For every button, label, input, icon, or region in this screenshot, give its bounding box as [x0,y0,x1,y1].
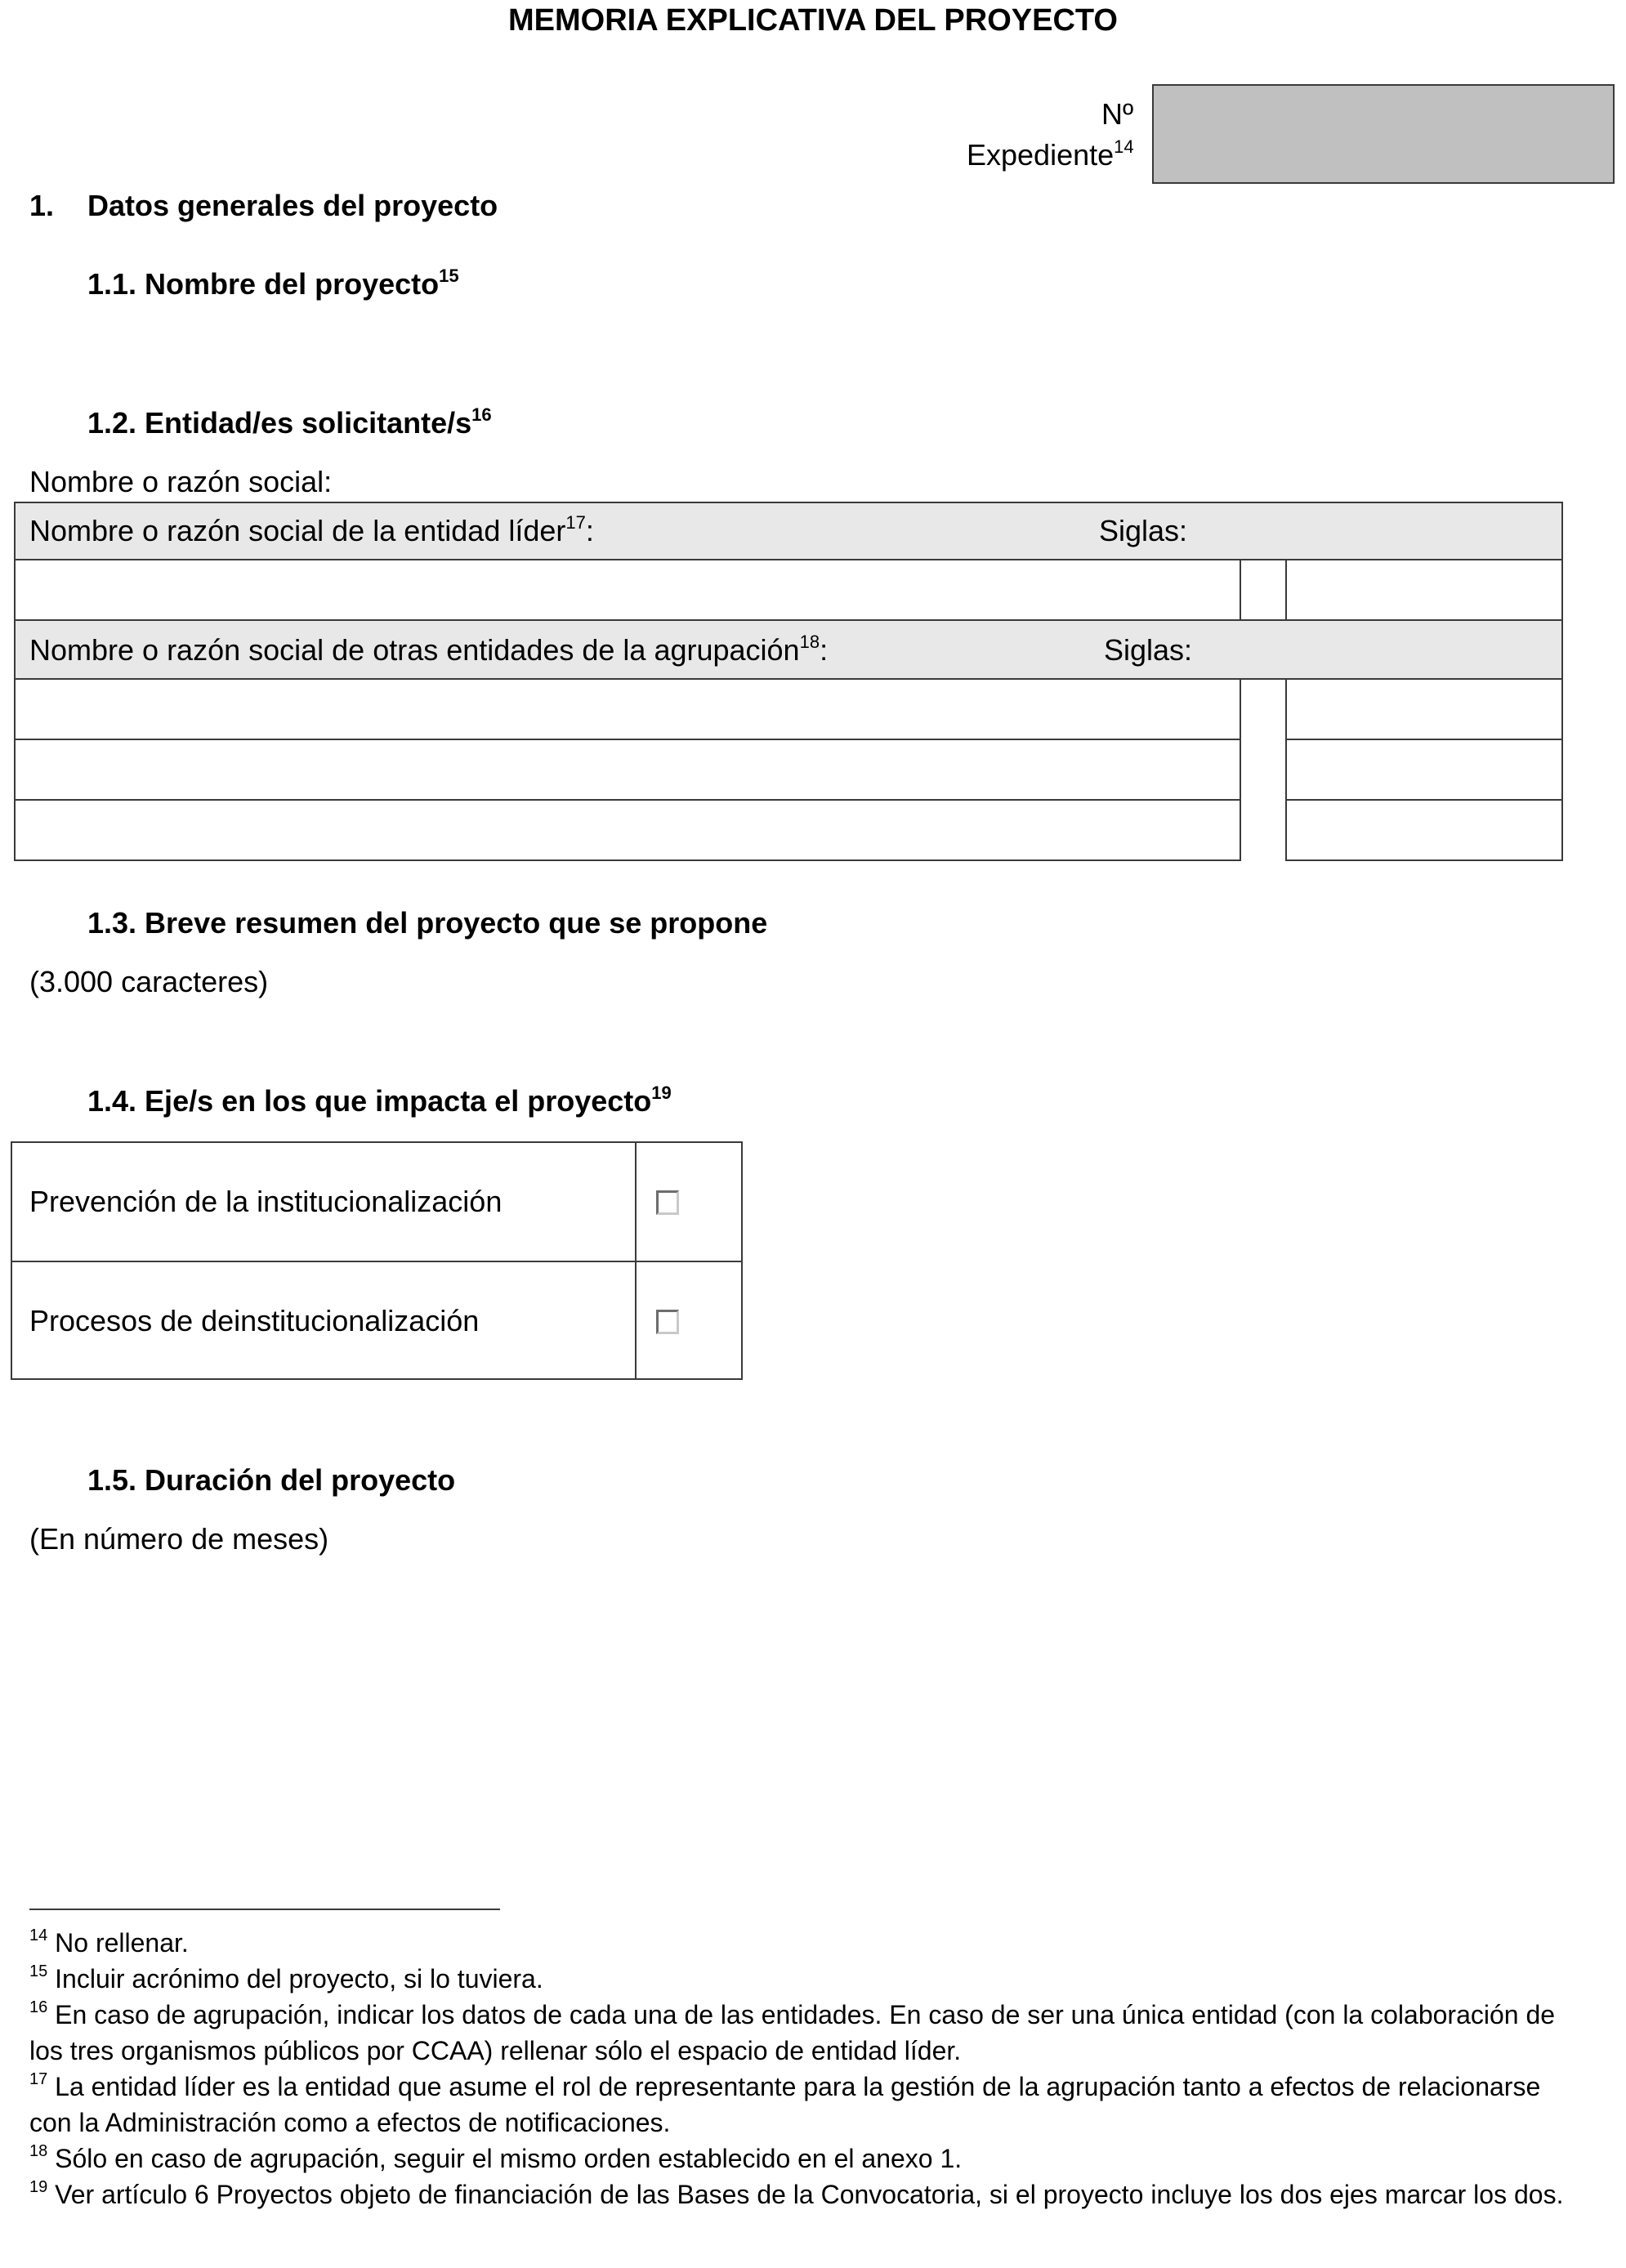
other-siglas-input-3[interactable] [1285,799,1563,861]
axis-option-label: Procesos de deinstitucionalización [29,1304,480,1337]
footnote-16-cont: los tres organismos públicos por CCAA) rellenar sólo el espacio de entidad líder. [29,2036,962,2065]
other-name-input-2[interactable] [14,739,1241,801]
expediente-label: Expediente$^{14}$ [967,136,1134,172]
axis-option-label: Prevención de la institucionalización [29,1185,503,1218]
section-1-title: Datos generales del proyecto [87,189,498,222]
lead-name-input[interactable] [14,559,1241,621]
footnote-17-cont: con la Administración como a efectos de notificaciones. [29,2108,671,2137]
expediente-no-label: Nº [1101,97,1134,131]
summary-char-limit: (3.000 caracteres) [29,965,269,998]
lead-entity-label: Nombre o razón social de la entidad líder$^{17}$: [29,512,594,547]
section-1-4-title: 1.4. Eje/s en los que impacta el proyecto$^{19}$ [87,1083,672,1118]
lead-siglas-label: Siglas: [1099,514,1188,547]
axis-row-2-check-cell [635,1261,743,1380]
axis-checkbox-deinstitutionalization[interactable] [656,1310,679,1334]
section-1-5-title: 1.5. Duración del proyecto [87,1463,456,1497]
other-name-input-3[interactable] [14,799,1241,861]
expediente-number-field[interactable] [1152,84,1615,184]
other-siglas-input-1[interactable] [1285,678,1563,740]
footnote-18: $^{18}$ Sólo en caso de agrupación, seguir el mismo orden establecido en el anexo 1. [29,2142,963,2173]
entity-name-label: Nombre o razón social: [29,465,333,498]
axis-checkbox-prevention[interactable] [656,1190,679,1215]
entities-table [14,502,1563,864]
section-1-number: 1. [29,189,55,222]
footnote-15: $^{15}$ Incluir acrónimo del proyecto, si lo tuviera. [29,1962,543,1993]
lead-siglas-input[interactable] [1285,559,1563,621]
footnote-14: $^{14}$ No rellenar. [29,1926,189,1958]
document-title: MEMORIA EXPLICATIVA DEL PROYECTO [508,3,1118,38]
other-name-input-1[interactable] [14,678,1241,740]
footnote-17: $^{17}$ La entidad líder es la entidad que asume el rol de representante para la gestión de la agrupación tanto a efectos de relacionarse [29,2070,1541,2101]
other-siglas-input-2[interactable] [1285,739,1563,801]
section-1-3-title: 1.3. Breve resumen del proyecto que se propone [87,906,768,940]
others-siglas-label: Siglas: [1104,633,1193,667]
duration-note: (En número de meses) [29,1522,329,1556]
axes-table [11,1141,743,1380]
footnote-separator [29,1909,500,1910]
section-1-2-title: 1.2. Entidad/es solicitante/$s^{16}$ [87,404,492,440]
footnote-16: $^{16}$ En caso de agrupación, indicar los datos de cada una de las entidades. En caso de ser una única entidad (con la colaboración de [29,1998,1556,2029]
section-1-1-title: 1.1. Nombre del proyecto$^{15}$ [87,266,459,301]
axis-row-1-check-cell [635,1141,743,1262]
others-entity-label: Nombre o razón social de otras entidades de la agrupación$^{18}$: [29,632,829,667]
footnote-19: $^{19}$ Ver artículo 6 Proyectos objeto de financiación de las Bases de la Convocatoria, si el proyecto incluye los dos ejes marcar los dos. [29,2178,1564,2209]
